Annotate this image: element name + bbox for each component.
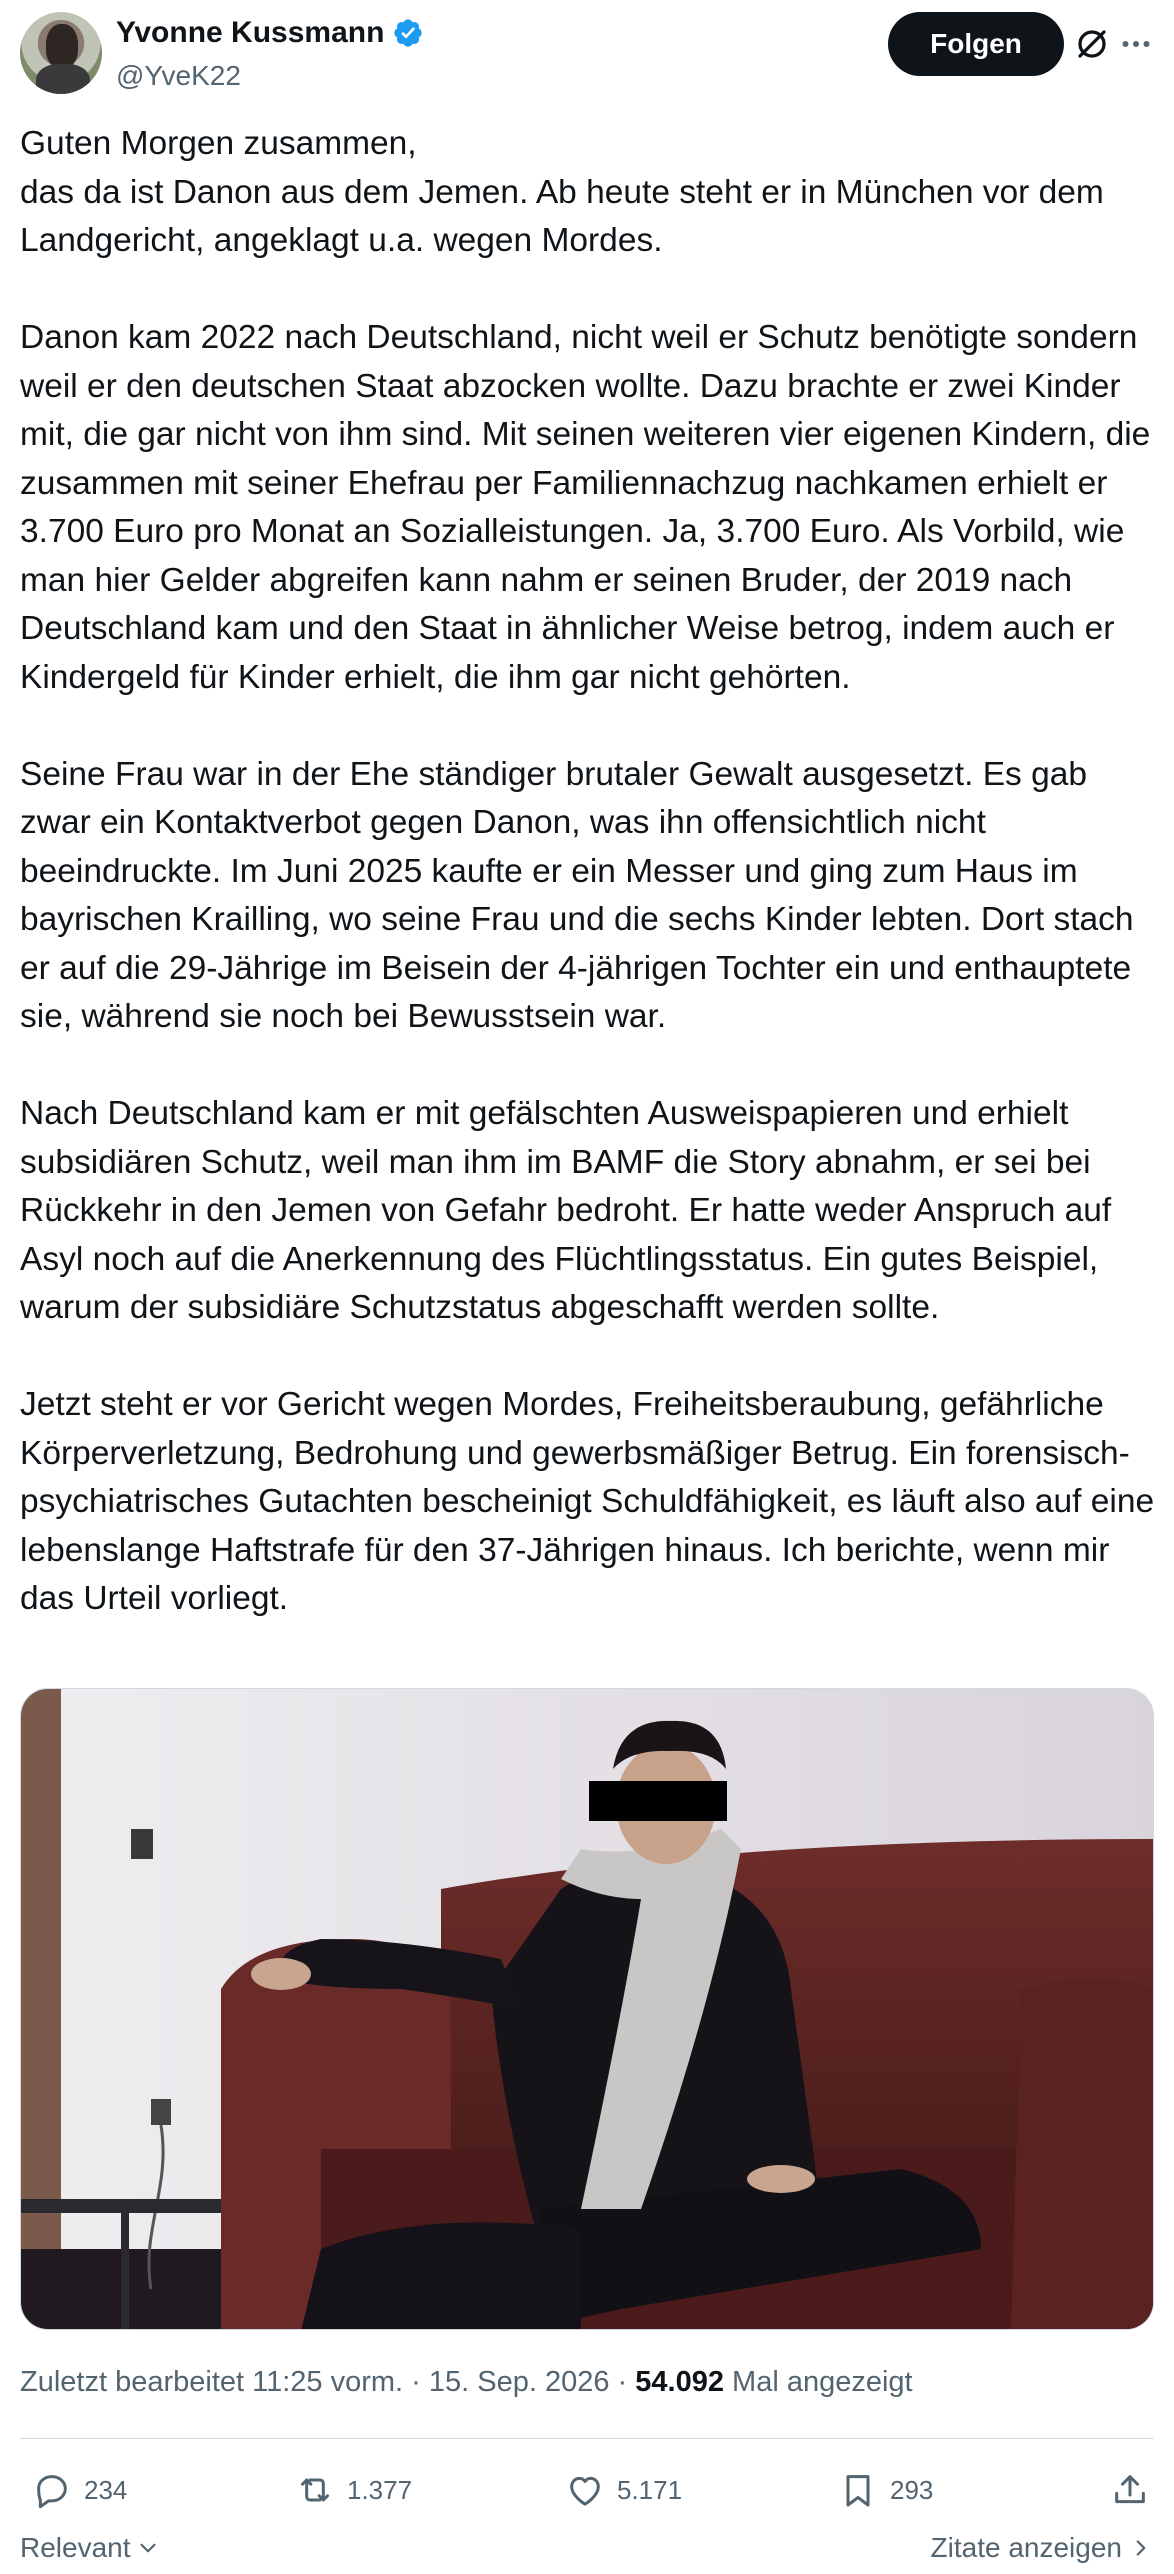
grok-icon[interactable] [1074, 26, 1110, 62]
more-icon[interactable] [1118, 26, 1154, 62]
reply-icon [32, 2470, 72, 2510]
repost-icon [295, 2470, 335, 2510]
chevron-right-icon [1128, 2535, 1154, 2561]
bookmark-icon [838, 2470, 878, 2510]
chevron-down-icon [135, 2535, 161, 2561]
repost-button[interactable] [295, 2462, 412, 2518]
verified-badge-icon [392, 17, 424, 49]
meta-separator: · [609, 2366, 636, 2398]
tweet-paragraph: Nach Deutschland kam er mit gefälschten Ausweispapieren und erhielt subsidiären Schutz, weil man ihm im BAMF die Story abnahm, er sei bei Rückkehr in den Jemen von Gefahr bedroht. Er hatte weder Anspruch auf Asyl noch auf die Anerkennung des Flüchtlingsstatus. Ein gutes Beispiel, warum der subsidiäre Schutzstatus abgeschafft werden sollte. [20, 1095, 1112, 1326]
share-icon [1110, 2470, 1150, 2510]
meta-separator: · [403, 2366, 429, 2398]
like-icon [565, 2470, 605, 2510]
view-quotes-link[interactable] [931, 2532, 1154, 2564]
like-count: 5.171 [617, 2474, 683, 2505]
like-button[interactable] [565, 2462, 682, 2518]
views-label: Mal angezeigt [723, 2366, 913, 2398]
bookmark-button[interactable] [838, 2462, 933, 2518]
tweet-photo[interactable] [20, 1688, 1154, 2330]
bookmark-count: 293 [890, 2474, 934, 2505]
tweet-header [20, 10, 1154, 100]
divider [20, 2438, 1154, 2439]
author-name-row [116, 16, 424, 50]
repost-count: 1.377 [347, 2474, 413, 2505]
avatar[interactable] [20, 12, 102, 94]
tweet-text [20, 120, 1156, 1624]
follow-button[interactable]: Folgen [888, 12, 1064, 76]
author-handle[interactable]: @YveK22 [116, 60, 241, 91]
photo-illustration [21, 1689, 1154, 2330]
tweet-paragraph: Guten Morgen zusammen, das da ist Danon aus dem Jemen. Ab heute steht er in München vor dem Landgericht, angeklagt u.a. wegen Mordes. [20, 125, 1104, 259]
share-button[interactable] [1110, 2462, 1150, 2518]
action-bar [20, 2462, 1154, 2518]
reply-button[interactable] [32, 2462, 127, 2518]
post-date[interactable]: 15. Sep. 2026 [428, 2366, 610, 2398]
tweet-paragraph: Danon kam 2022 nach Deutschland, nicht weil er Schutz benötigte sondern weil er den deutschen Staat abzocken wollte. Dazu brachte er zwei Kinder mit, die gar nicht von ihm sind. Mit seinen weiteren vier eigenen Kindern, die zusammen mit seiner Ehefrau per Familiennachzug nachkamen erhielt er 3.700 Euro pro Monat an Sozialleistungen. Ja, 3.700 Euro. Als Vorbild, wie man hier Gelder abgreifen kann nahm er seinen Bruder, der 2019 nach Deutschland kam und den Staat in ähnlicher Weise betrog, indem auch er Kindergeld für Kinder erhielt, die ihm gar nicht gehörten. [20, 319, 1151, 696]
tweet-paragraph: Jetzt steht er vor Gericht wegen Mordes, Freiheitsberaubung, gefährliche Körperverletzung, Bedrohung und gewerbsmäßiger Betrug. Ein forensisch-psychiatrisches Gutachten bescheinigt Schuldfähigkeit, es läuft also auf eine lebenslange Haftstrafe für den 37-Jährigen hinaus. Ich berichte, wenn mir das Urteil vorliegt. [20, 1386, 1155, 1617]
edited-timestamp[interactable]: Zuletzt bearbeitet 11:25 vorm. [20, 2366, 404, 2398]
replies-footer [20, 2532, 1154, 2572]
tweet-paragraph: Seine Frau war in der Ehe ständiger brutaler Gewalt ausgesetzt. Es gab zwar ein Kontaktverbot gegen Danon, was ihn offensichtlich nicht beeindruckte. Im Juni 2025 kaufte er ein Messer und ging zum Haus im bayrischen Krailling, wo seine Frau und die sechs Kinder lebten. Dort stach er auf die 29-Jährige im Beisein der 4-jährigen Tochter ein und enthauptete sie, während sie noch bei Bewusstsein war. [20, 755, 1134, 1035]
author-name[interactable]: Yvonne Kussmann [116, 16, 385, 49]
tweet-meta [20, 2366, 913, 2399]
sort-label: Relevant [20, 2532, 131, 2563]
reply-count: 234 [84, 2474, 128, 2505]
quotes-label: Zitate anzeigen [930, 2532, 1122, 2563]
views-count: 54.092 [635, 2366, 724, 2398]
sort-dropdown[interactable] [20, 2532, 161, 2564]
